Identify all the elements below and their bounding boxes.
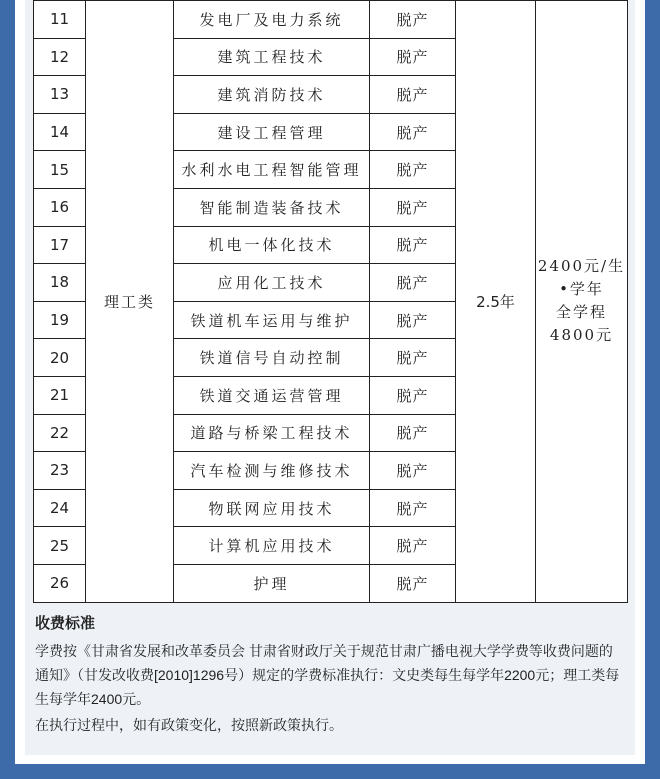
majors-table-body xyxy=(34,1,628,603)
row-number: 19 xyxy=(34,301,86,339)
row-number: 13 xyxy=(34,76,86,114)
major-name: 建筑消防技术 xyxy=(174,76,370,114)
fee-cell xyxy=(536,1,628,603)
major-name: 建设工程管理 xyxy=(174,113,370,151)
table-row xyxy=(34,1,628,39)
fee-line: 2400元/生 xyxy=(537,257,626,276)
major-name: 计算机应用技术 xyxy=(174,527,370,565)
major-name: 智能制造装备技术 xyxy=(174,188,370,226)
study-mode: 脱产 xyxy=(370,151,456,189)
study-mode: 脱产 xyxy=(370,564,456,602)
study-mode: 脱产 xyxy=(370,489,456,527)
major-name: 建筑工程技术 xyxy=(174,38,370,76)
fee-standard-section xyxy=(35,612,625,737)
major-name: 水利水电工程智能管理 xyxy=(174,151,370,189)
row-number: 18 xyxy=(34,264,86,302)
fee-line: 全学程 xyxy=(555,303,607,322)
majors-table xyxy=(33,0,628,603)
fee-standard-heading: 收费标准 xyxy=(35,615,96,632)
fee-line: 4800元 xyxy=(549,326,614,345)
study-mode: 脱产 xyxy=(370,76,456,114)
study-mode: 脱产 xyxy=(370,376,456,414)
major-name: 道路与桥梁工程技术 xyxy=(174,414,370,452)
study-mode: 脱产 xyxy=(370,1,456,39)
major-name: 发电厂及电力系统 xyxy=(174,1,370,39)
major-name: 铁道机车运用与维护 xyxy=(174,301,370,339)
row-number: 20 xyxy=(34,339,86,377)
major-name: 物联网应用技术 xyxy=(174,489,370,527)
row-number: 21 xyxy=(34,376,86,414)
duration-cell: 2.5年 xyxy=(456,1,536,603)
major-name: 汽车检测与维修技术 xyxy=(174,452,370,490)
category-cell: 理工类 xyxy=(86,1,174,603)
row-number: 16 xyxy=(34,188,86,226)
study-mode: 脱产 xyxy=(370,414,456,452)
study-mode: 脱产 xyxy=(370,452,456,490)
row-number: 25 xyxy=(34,527,86,565)
row-number: 11 xyxy=(34,1,86,39)
study-mode: 脱产 xyxy=(370,264,456,302)
study-mode: 脱产 xyxy=(370,301,456,339)
study-mode: 脱产 xyxy=(370,113,456,151)
study-mode: 脱产 xyxy=(370,226,456,264)
policy-change-note: 在执行过程中，如有政策变化，按照新政策执行。 xyxy=(35,717,343,733)
major-name: 应用化工技术 xyxy=(174,264,370,302)
study-mode: 脱产 xyxy=(370,339,456,377)
row-number: 14 xyxy=(34,113,86,151)
major-name: 护理 xyxy=(174,564,370,602)
row-number: 17 xyxy=(34,226,86,264)
row-number: 23 xyxy=(34,452,86,490)
study-mode: 脱产 xyxy=(370,38,456,76)
row-number: 24 xyxy=(34,489,86,527)
major-name: 铁道交通运营管理 xyxy=(174,376,370,414)
major-name: 机电一体化技术 xyxy=(174,226,370,264)
row-number: 22 xyxy=(34,414,86,452)
fee-standard-paragraph: 学费按《甘肃省发展和改革委员会 甘肃省财政厅关于规范甘肃广播电视大学学费等收费问题的通知》（甘发改收费[2010]1296号）规定的学费标准执行：文史类每生每学年2200元；理工类每生每学年2400元。 xyxy=(35,643,620,707)
row-number: 12 xyxy=(34,38,86,76)
row-number: 26 xyxy=(34,564,86,602)
study-mode: 脱产 xyxy=(370,527,456,565)
major-name: 铁道信号自动控制 xyxy=(174,339,370,377)
row-number: 15 xyxy=(34,151,86,189)
study-mode: 脱产 xyxy=(370,188,456,226)
fee-line: •学年 xyxy=(559,280,604,299)
